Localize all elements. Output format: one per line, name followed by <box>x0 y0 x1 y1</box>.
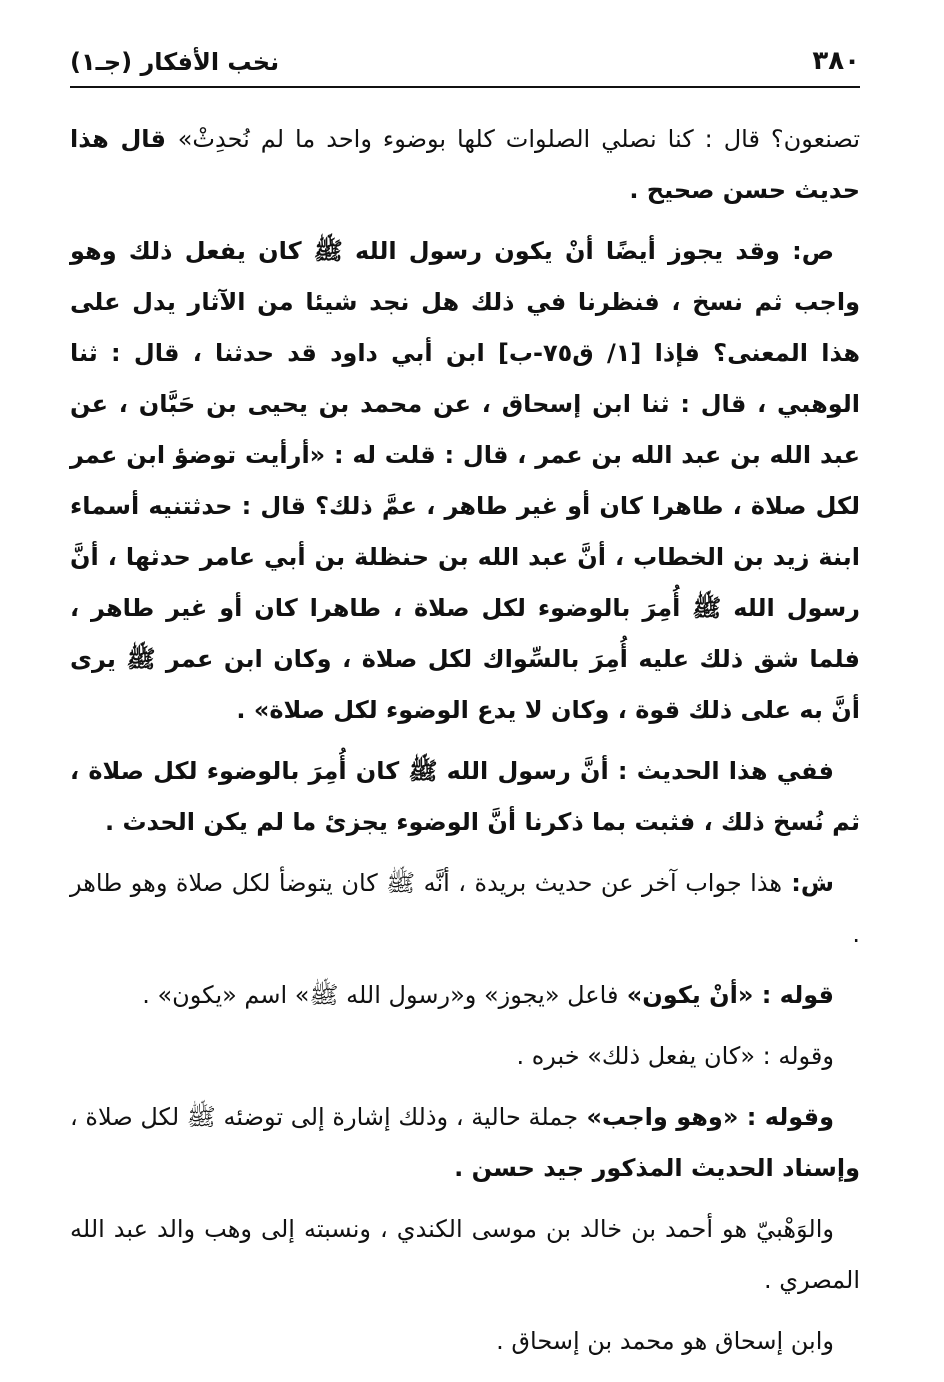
paragraph-ibn-ishaq <box>70 1316 860 1367</box>
paragraph-text: والوَهْبيّ هو أحمد بن خالد بن موسى الكندي ، ونسبته إلى وهب والد عبد الله المصري . <box>70 1215 860 1294</box>
paragraph-sad <box>70 226 860 736</box>
book-title: نخب الأفكار (جـ١) <box>70 48 280 76</box>
paragraph-text: وقد يجوز أيضًا أنْ يكون رسول الله ﷺ كان يفعل ذلك وهو واجب ثم نسخ ، فنظرنا في ذلك هل نجد شيئا من الآثار يدل على هذا المعنى؟ فإذا [١/ ق٧٥-ب] ابن أبي داود قد حدثنا ، قال : ثنا الوهبي ، قال : ثنا ابن إسحاق ، عن محمد بن يحيى بن حَبَّان ، عن عبد الله بن عبد الله بن عمر ، قال : قلت له : «أرأيت توضؤ ابن عمر لكل صلاة ، طاهرا كان أو غير طاهر ، عمَّ ذلك؟ قال : حدثتنيه أسماء ابنة زيد بن الخطاب ، أنَّ عبد الله بن حنظلة بن أبي عامر حدثها ، أنَّ رسول الله ﷺ أُمِرَ بالوضوء لكل صلاة ، طاهرا كان أو غير طاهر ، فلما شق ذلك عليه أُمِرَ بالسِّواك لكل صلاة ، وكان ابن عمر ﷺ يرى أنَّ به على ذلك قوة ، وكان لا يدع الوضوء لكل صلاة» . <box>70 237 860 724</box>
paragraph-text: هذا جواب آخر عن حديث بريدة ، أنَّه ﷺ كان يتوضأ لكل صلاة وهو طاهر . <box>70 869 860 948</box>
page-number: ٣٨٠ <box>812 46 860 76</box>
paragraph-lead: ش: <box>782 869 835 897</box>
paragraph-lead: وقوله : «وهو واجب» <box>578 1103 834 1131</box>
paragraph-text: جملة حالية ، وذلك إشارة إلى توضئه ﷺ لكل صلاة ، <box>70 1103 579 1131</box>
paragraph-lead: ص: <box>779 237 834 265</box>
paragraph-text: تصنعون؟ قال : كنا نصلي الصلوات كلها بوضوء واحد ما لم نُحدِثْ» <box>177 125 860 153</box>
paragraph-text: وابن إسحاق هو محمد بن إسحاق . <box>496 1327 834 1355</box>
paragraph-qawluhu-3 <box>70 1092 860 1194</box>
paragraph-text: فاعل «يجوز» و«رسول الله ﷺ» اسم «يكون» . <box>142 981 619 1009</box>
page-header <box>70 40 860 88</box>
page-content <box>70 114 860 1367</box>
paragraph-lead: قوله : «أنْ يكون» <box>618 981 834 1009</box>
paragraph-qawluhu-1 <box>70 970 860 1021</box>
book-page <box>70 40 860 1377</box>
paragraph-wahbi <box>70 1204 860 1306</box>
paragraph-tail: قال هذا حديث حسن صحيح . <box>70 125 860 204</box>
paragraph-shin <box>70 858 860 960</box>
paragraph-qawluhu-2 <box>70 1031 860 1082</box>
paragraph-text: وقوله : «كان يفعل ذلك» خبره . <box>516 1042 834 1070</box>
paragraph-tail: وإسناد الحديث المذكور جيد حسن . <box>454 1154 860 1182</box>
paragraph-hadith-end <box>70 114 860 216</box>
paragraph-text: ففي هذا الحديث : أنَّ رسول الله ﷺ كان أُمِرَ بالوضوء لكل صلاة ، ثم نُسخ ذلك ، فثبت بما ذكرنا أنَّ الوضوء يجزئ ما لم يكن الحدث . <box>70 757 860 836</box>
paragraph-conclusion <box>70 746 860 848</box>
